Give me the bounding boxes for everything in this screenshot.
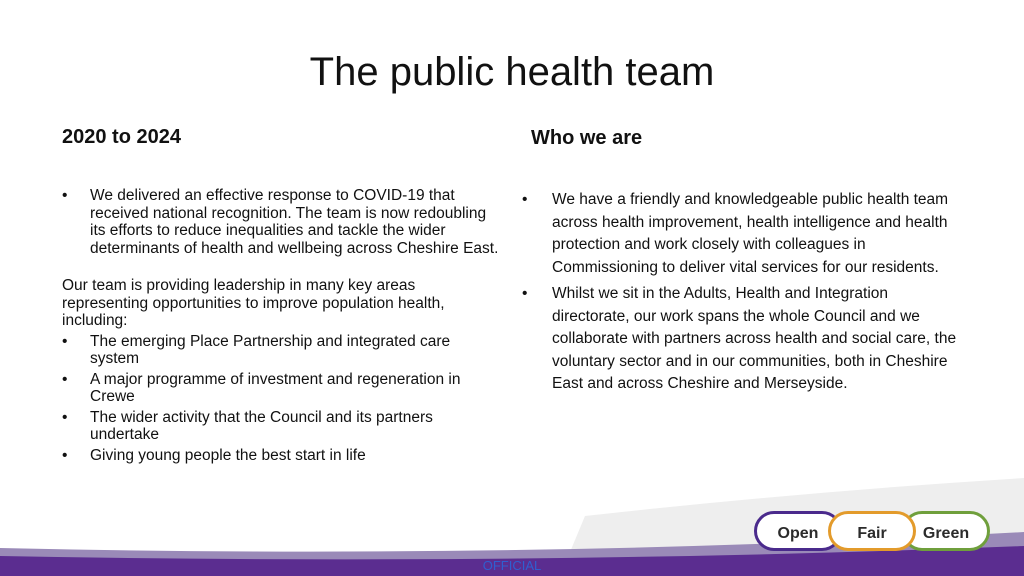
list-item: • Giving young people the best start in life	[62, 447, 502, 465]
left-column	[62, 187, 502, 467]
left-paragraph: Our team is providing leadership in many key areas representing opportunities to improve population health, including:	[62, 277, 445, 329]
left-column-heading: 2020 to 2024	[62, 126, 181, 148]
value-badge-open: Open	[754, 511, 842, 551]
classification-label: OFFICIAL	[482, 558, 542, 573]
list-item: • Whilst we sit in the Adults, Health and Integration directorate, our work spans the whole Council and we collaborate with partners across health and social care, the voluntary sector and in our communities, both in Cheshire East and across Cheshire and Merseyside.	[520, 283, 960, 396]
right-column-heading: Who we are	[531, 127, 643, 149]
list-item: • The wider activity that the Council and its partners undertake	[62, 409, 502, 444]
value-badge-fair: Fair	[828, 511, 916, 551]
left-bullet-list	[62, 333, 502, 465]
list-item: • The emerging Place Partnership and integrated care system	[62, 333, 502, 368]
list-item: • A major programme of investment and regeneration in Crewe	[62, 371, 502, 406]
list-item: • We delivered an effective response to COVID-19 that received national recognition. The team is now redoubling its efforts to reduce inequalities and tackle the wider determinants of health and wellbeing across Cheshire East.	[62, 187, 502, 257]
intro-bullet-list	[62, 187, 502, 257]
page-title: The public health team	[309, 50, 715, 94]
value-badge-green: Green	[902, 511, 990, 551]
right-column	[520, 189, 960, 400]
list-item: • We have a friendly and knowledgeable public health team across health improvement, health intelligence and health protection and work closely with colleagues in Commissioning to deliver vital services for our residents.	[520, 189, 960, 279]
right-bullet-list	[520, 189, 960, 396]
